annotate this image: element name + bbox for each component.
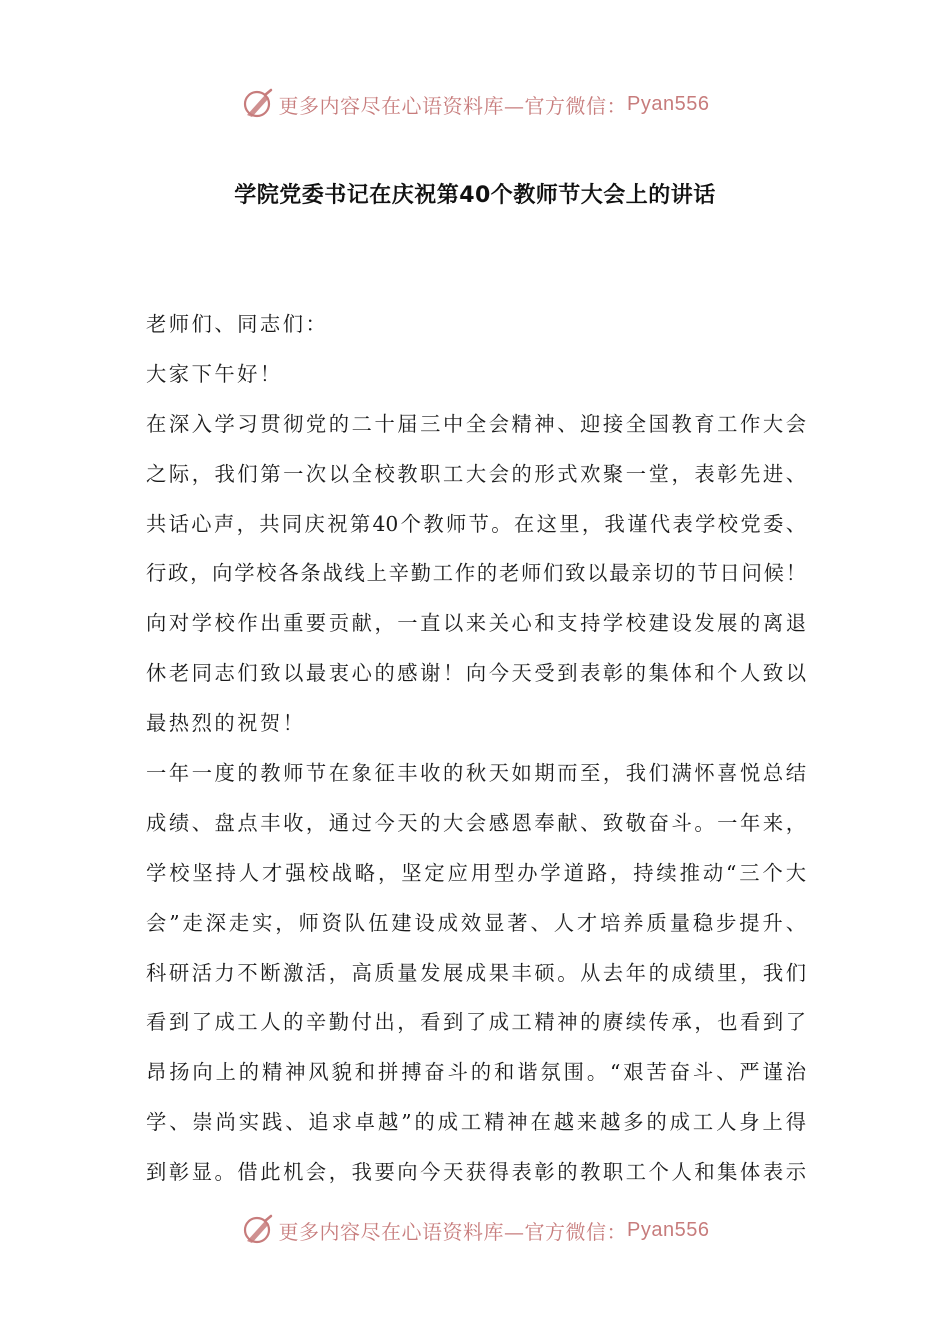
body-line: 最热烈的祝贺！ xyxy=(146,711,306,736)
greeting-line: 大家下午好！ xyxy=(146,361,283,386)
body-line: 一年一度的教师节在象征丰收的秋天如期而至，我们满怀喜悦总结 xyxy=(146,761,806,786)
body-line: 学校坚持人才强校战略，坚定应用型办学道路，持续推动“三个大 xyxy=(146,860,806,885)
watermark-banner-bottom xyxy=(0,1208,950,1252)
document-title: 学院党委书记在庆祝第40个教师节大会上的讲话 xyxy=(234,183,716,208)
watermark-brand: Pyan556 xyxy=(627,1218,710,1241)
watermark-banner-top xyxy=(0,82,950,126)
pen-logo-icon xyxy=(241,87,275,121)
body-line: 看到了成工人的辛勤付出，看到了成工精神的赓续传承，也看到了 xyxy=(146,1010,806,1035)
body-line: 会”走深走实，师资队伍建设成效显著、人才培养质量稳步提升、 xyxy=(146,910,806,935)
watermark-text: 更多内容尽在心语资料库—官方微信： xyxy=(278,1219,628,1244)
body-line: 休老同志们致以最衷心的感谢！向今天受到表彰的集体和个人致以 xyxy=(146,661,806,686)
body-line: 行政，向学校各条战线上辛勤工作的老师们致以最亲切的节日问候！ xyxy=(146,561,806,586)
document-body xyxy=(146,300,806,1198)
body-line: 学、崇尚实践、追求卓越”的成工精神在越来越多的成工人身上得 xyxy=(146,1110,806,1135)
body-line: 科研活力不断激活，高质量发展成果丰硕。从去年的成绩里，我们 xyxy=(146,960,806,985)
watermark-brand: Pyan556 xyxy=(627,92,710,115)
body-line: 之际，我们第一次以全校教职工大会的形式欢聚一堂，表彰先进、 xyxy=(146,461,806,486)
pen-logo-icon xyxy=(241,1213,275,1247)
body-line: 向对学校作出重要贡献，一直以来关心和支持学校建设发展的离退 xyxy=(146,611,806,636)
body-line: 昂扬向上的精神风貌和拼搏奋斗的和谐氛围。“艰苦奋斗、严谨治 xyxy=(146,1060,806,1085)
body-line: 成绩、盘点丰收，通过今天的大会感恩奉献、致敬奋斗。一年来， xyxy=(146,810,806,835)
watermark-text: 更多内容尽在心语资料库—官方微信： xyxy=(278,93,628,118)
body-line: 到彰显。借此机会，我要向今天获得表彰的教职工个人和集体表示 xyxy=(146,1160,806,1185)
body-line: 在深入学习贯彻党的二十届三中全会精神、迎接全国教育工作大会 xyxy=(146,411,806,436)
greeting-line: 老师们、同志们： xyxy=(146,312,329,336)
body-line: 共话心声，共同庆祝第40个教师节。在这里，我谨代表学校党委、 xyxy=(146,511,806,536)
